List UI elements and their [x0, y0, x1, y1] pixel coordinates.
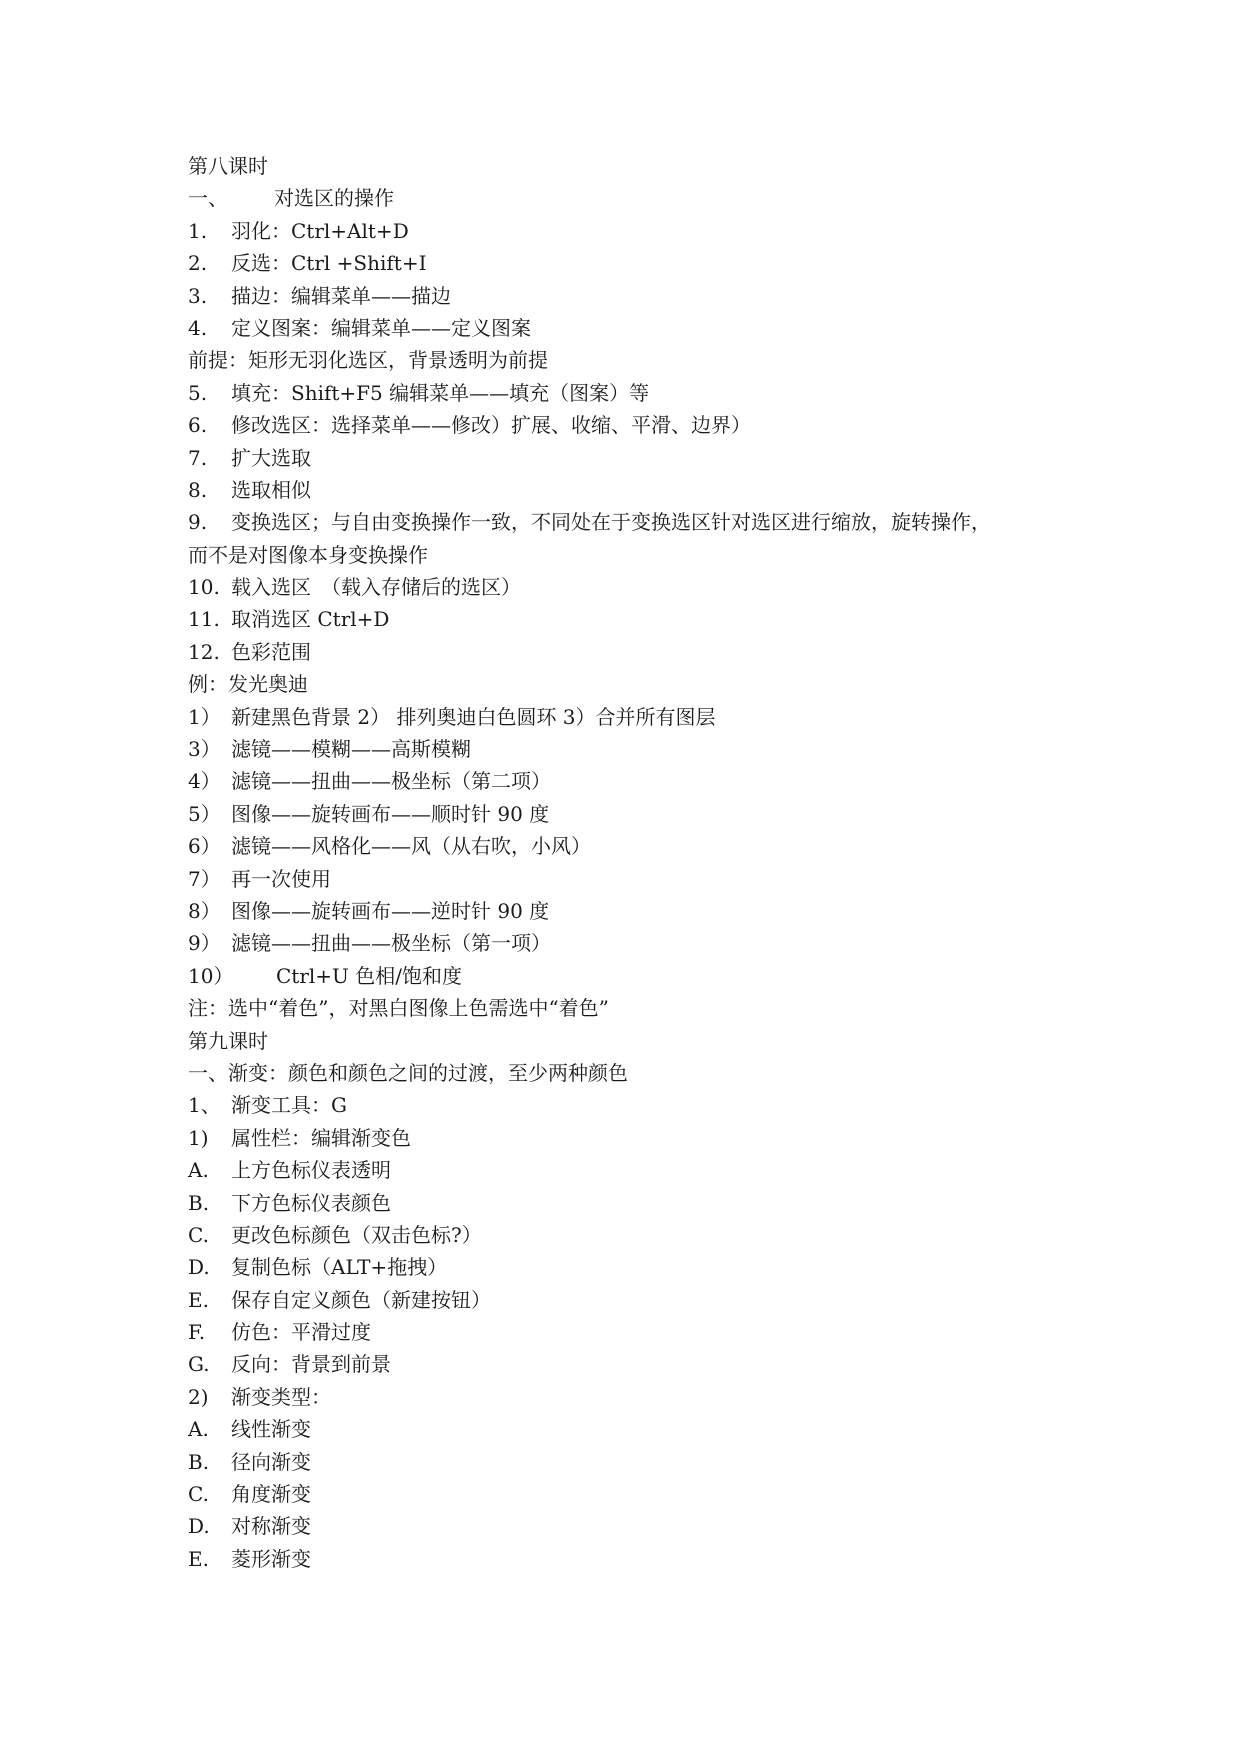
line-number: 10.: [188, 575, 220, 600]
line-text: 更改色标颜色（双击色标?）: [231, 1222, 482, 1247]
line-text: 图像——旋转画布——顺时针 90 度: [231, 801, 550, 826]
line-text: 而不是对图像本身变换操作: [188, 542, 428, 567]
line-text: 载入选区 （载入存储后的选区）: [231, 575, 521, 600]
line-number: 1): [188, 1125, 209, 1150]
document-line: [188, 506, 1068, 538]
document-line: [188, 1316, 1068, 1348]
line-number: 11.: [188, 607, 220, 632]
line-text: 修改选区：选择菜单——修改）扩展、收缩、平滑、边界）: [231, 413, 751, 438]
document-body: [188, 150, 1068, 1575]
line-text: 羽化：Ctrl+Alt+D: [231, 218, 409, 243]
line-text: 角度渐变: [231, 1482, 311, 1507]
line-number: 7）: [188, 866, 221, 891]
line-number: A.: [188, 1158, 209, 1183]
line-number: 2): [188, 1384, 209, 1409]
line-text: 滤镜——风格化——风（从右吹，小风）: [231, 834, 591, 859]
line-number: 2.: [188, 251, 208, 276]
line-number: 3.: [188, 283, 208, 308]
line-text: 扩大选取: [231, 445, 311, 470]
line-text: 复制色标（ALT+拖拽）: [231, 1255, 448, 1280]
document-line: [188, 798, 1068, 830]
document-line: [188, 1348, 1068, 1380]
line-number: 12.: [188, 639, 220, 664]
document-line: [188, 992, 1068, 1024]
line-number: F.: [188, 1320, 206, 1345]
line-text: 选取相似: [231, 477, 311, 502]
line-text: 定义图案：编辑菜单——定义图案: [231, 315, 531, 340]
line-text: 第九课时: [188, 1028, 268, 1053]
line-number: 8）: [188, 898, 221, 923]
line-number: 1）: [188, 704, 221, 729]
document-line: [188, 377, 1068, 409]
document-line: [188, 571, 1068, 603]
document-line: [188, 1187, 1068, 1219]
line-text: 反选：Ctrl +Shift+I: [231, 251, 427, 276]
line-text: 例：发光奥迪: [188, 672, 308, 697]
line-text: 一、渐变：颜色和颜色之间的过渡，至少两种颜色: [188, 1060, 628, 1085]
document-line: [188, 182, 1068, 214]
line-text: 渐变类型：: [231, 1384, 331, 1409]
document-line: [188, 474, 1068, 506]
line-text: 反向：背景到前景: [231, 1352, 391, 1377]
document-line: [188, 312, 1068, 344]
document-line: [188, 927, 1068, 959]
line-number: C.: [188, 1482, 209, 1507]
line-number: D.: [188, 1255, 210, 1280]
line-text: 前提：矩形无羽化选区，背景透明为前提: [188, 348, 548, 373]
document-line: [188, 1284, 1068, 1316]
line-number: 6）: [188, 834, 221, 859]
document-line: [188, 863, 1068, 895]
line-number: 一、: [188, 186, 228, 211]
line-text: 再一次使用: [231, 866, 331, 891]
line-text: 上方色标仪表透明: [231, 1158, 391, 1183]
document-line: [188, 1543, 1068, 1575]
line-number: 4.: [188, 315, 208, 340]
line-number: D.: [188, 1514, 210, 1539]
line-number: A.: [188, 1417, 209, 1442]
document-line: [188, 442, 1068, 474]
line-number: 9）: [188, 931, 221, 956]
line-text: 渐变工具：G: [231, 1093, 347, 1118]
document-line: [188, 1413, 1068, 1445]
line-number: E.: [188, 1287, 209, 1312]
document-line: [188, 409, 1068, 441]
line-number: E.: [188, 1546, 209, 1571]
line-number: 3）: [188, 737, 221, 762]
line-text: 滤镜——模糊——高斯模糊: [231, 737, 471, 762]
document-line: [188, 1478, 1068, 1510]
document-line: [188, 1122, 1068, 1154]
line-number: 10）: [188, 963, 234, 988]
document-line: [188, 668, 1068, 700]
document-line: [188, 960, 1068, 992]
line-text: 注：选中“着色”，对黑白图像上色需选中“着色”: [188, 996, 609, 1021]
line-text: 线性渐变: [231, 1417, 311, 1442]
document-line: [188, 150, 1068, 182]
line-text: 填充：Shift+F5 编辑菜单——填充（图案）等: [231, 380, 650, 405]
line-text: 滤镜——扭曲——极坐标（第一项）: [231, 931, 551, 956]
line-text: 对选区的操作: [274, 186, 394, 211]
document-line: [188, 1219, 1068, 1251]
document-line: [188, 215, 1068, 247]
document-line: [188, 1251, 1068, 1283]
line-number: G.: [188, 1352, 210, 1377]
line-text: 径向渐变: [231, 1449, 311, 1474]
line-text: 色彩范围: [231, 639, 311, 664]
document-line: [188, 1510, 1068, 1542]
document-line: [188, 344, 1068, 376]
line-text: Ctrl+U 色相/饱和度: [276, 963, 463, 988]
line-number: C.: [188, 1222, 209, 1247]
document-line: [188, 733, 1068, 765]
document-line: [188, 603, 1068, 635]
document-line: [188, 247, 1068, 279]
line-text: 滤镜——扭曲——极坐标（第二项）: [231, 769, 551, 794]
line-number: 9.: [188, 510, 208, 535]
document-line: [188, 1154, 1068, 1186]
line-text: 取消选区 Ctrl+D: [231, 607, 390, 632]
line-number: 5.: [188, 380, 208, 405]
line-number: B.: [188, 1190, 210, 1215]
line-number: 1、: [188, 1093, 221, 1118]
document-line: [188, 636, 1068, 668]
document-line: [188, 1089, 1068, 1121]
line-number: 6.: [188, 413, 208, 438]
document-line: [188, 1381, 1068, 1413]
line-text: 对称渐变: [231, 1514, 311, 1539]
line-number: 5）: [188, 801, 221, 826]
line-number: 1.: [188, 218, 208, 243]
document-line: [188, 539, 1068, 571]
document-line: [188, 280, 1068, 312]
line-text: 新建黑色背景 2） 排列奥迪白色圆环 3）合并所有图层: [231, 704, 716, 729]
line-number: 8.: [188, 477, 208, 502]
line-text: 保存自定义颜色（新建按钮）: [231, 1287, 491, 1312]
document-line: [188, 1057, 1068, 1089]
document-line: [188, 1025, 1068, 1057]
line-text: 仿色：平滑过度: [231, 1320, 371, 1345]
line-text: 下方色标仪表颜色: [231, 1190, 391, 1215]
line-text: 属性栏：编辑渐变色: [231, 1125, 411, 1150]
line-text: 描边：编辑菜单——描边: [231, 283, 451, 308]
line-text: 菱形渐变: [231, 1546, 311, 1571]
line-text: 变换选区；与自由变换操作一致，不同处在于变换选区针对选区进行缩放，旋转操作，: [231, 510, 991, 535]
line-number: B.: [188, 1449, 210, 1474]
document-line: [188, 701, 1068, 733]
document-line: [188, 830, 1068, 862]
document-line: [188, 765, 1068, 797]
document-line: [188, 895, 1068, 927]
line-text: 图像——旋转画布——逆时针 90 度: [231, 898, 550, 923]
line-number: 7.: [188, 445, 208, 470]
line-number: 4）: [188, 769, 221, 794]
line-text: 第八课时: [188, 154, 268, 178]
document-line: [188, 1446, 1068, 1478]
